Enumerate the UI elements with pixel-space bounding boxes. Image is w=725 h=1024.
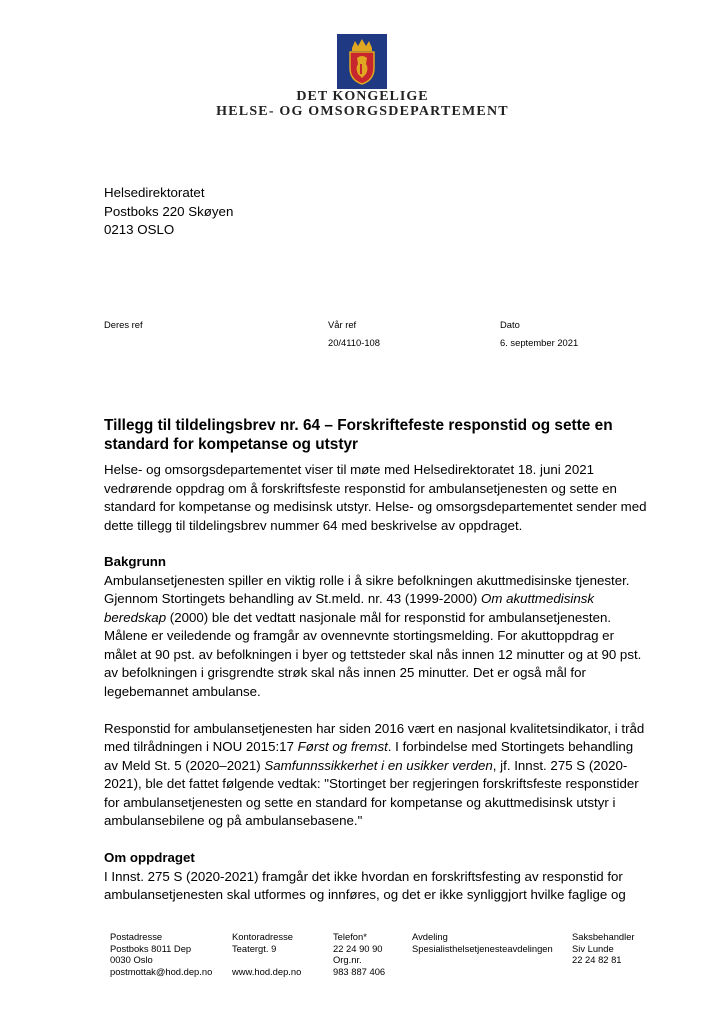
footer-label: Kontoradresse (232, 931, 293, 942)
recipient-address (104, 184, 233, 240)
footer-avdeling (412, 931, 553, 954)
royal-crest-logo (337, 34, 387, 89)
footer-value: Postboks 8011 Dep (110, 942, 192, 954)
footer-label: Avdeling (412, 931, 448, 942)
footer-value: Siv Lunde (572, 942, 614, 954)
letter-title: Tillegg til tildelingsbrev nr. 64 – Forskriftefeste responstid og sette en standard for kompetanse og utstyr (104, 417, 613, 453)
footer-value: Teatergt. 9 (232, 942, 277, 954)
footer-kontoradresse (232, 931, 301, 977)
letterhead-line-1: DET KONGELIGE (296, 89, 429, 104)
footer-value: 22 24 82 81 (572, 954, 622, 965)
section-heading-om-oppdraget: Om oppdraget (104, 850, 195, 865)
letter-body (104, 416, 649, 905)
intro-paragraph: Helse- og omsorgsdepartementet viser til møte med Helsedirektoratet 18. juni 2021 vedrørende oppdrag om å forskriftsfeste responstid for ambulansetjenesten og sette en standard for kompetanse og medisinsk utstyr. Helse- og omsorgsdepartementet sender med dette tillegg til tildelingsbrev nummer 64 med beskrivelse av oppdraget. (104, 462, 647, 533)
footer-spacer (232, 954, 301, 966)
italic-title: Om akuttmedisinsk beredskap (104, 591, 595, 625)
bakgrunn-paragraph-1 (104, 572, 649, 702)
var-ref-label: Vår ref (328, 319, 357, 330)
footer-value: Spesialisthelsetjenesteavdelingen (412, 942, 553, 954)
deres-ref-label: Deres ref (104, 319, 143, 330)
footer-value: 22 24 90 90 (333, 942, 383, 954)
footer-label: Org.nr. (333, 954, 362, 965)
text-run: Ambulansetjenesten spiller en viktig rolle i å sikre befolkningen akuttmedisinske tjenester. Gjennom Stortingets behandling av St.meld. nr. 43 (1999-2000) (104, 572, 630, 606)
recipient-street: Postboks 220 Skøyen (104, 203, 234, 219)
italic-title: Samfunnssikkerhet i en usikker verden (264, 757, 493, 773)
text-run: . I forbindelse med Stortingets behandling av Meld St. 5 (2020–2021) (104, 739, 634, 773)
footer-saksbehandler (572, 931, 635, 966)
italic-title: Først og fremst (297, 739, 388, 754)
letterhead-line-2: HELSE- OG OMSORGSDEPARTEMENT (216, 104, 509, 119)
footer-label: Postadresse (110, 931, 163, 942)
dato-value: 6. september 2021 (500, 337, 579, 348)
recipient-city: 0213 OSLO (104, 222, 175, 237)
section-heading-bakgrunn: Bakgrunn (104, 554, 167, 569)
text-run: (2000) ble det vedtatt nasjonale mål for responstid for ambulansetjenesten. Målene er veiledende og framgår av ovennevnte stortingsmelding. For akuttoppdrag er målet at 90 pst. av befolkningen i byer og tettsteder skal nås innen 12 minutter og at 90 pst. av befolkningen i grisgrendte strøk skal nås innen 25 minutter. Det er også mål for legebemannet ambulanse. (104, 609, 642, 699)
footer-postadresse (110, 931, 212, 977)
footer-label: Saksbehandler (572, 931, 635, 942)
footer-website-link[interactable]: www.hod.dep.no (232, 965, 302, 977)
footer-value: 0030 Oslo (110, 954, 153, 965)
footer-label: Telefon* (333, 931, 367, 942)
oppdraget-paragraph-1: I Innst. 275 S (2020-2021) framgår det ikke hvordan en forskriftsfesting av responstid for ambulansetjenesten skal utformes og innføres, og det er ikke synliggjort hvilke faglige og (104, 868, 626, 902)
var-ref-value: 20/4110-108 (328, 337, 380, 348)
text-run: Responstid for ambulansetjenesten har siden 2016 vært en nasjonal kvalitetsindikator, i tråd med tilrådningen i NOU 2015:17 (104, 720, 645, 754)
footer-email-link[interactable]: postmottak@hod.dep.no (110, 965, 213, 977)
footer-telefon (333, 931, 385, 977)
text-run: , jf. Innst. 275 S (2020-2021), ble det fattet følgende vedtak: "Stortinget ber regjeringen forskriftsfeste responstider for ambulansetjenesten og sette en standard for kompetanse og akuttmedisinsk utstyr i ambulansebilene og på ambulansebasene." (104, 757, 639, 828)
recipient-name: Helsedirektoratet (104, 185, 205, 200)
bakgrunn-paragraph-2 (104, 720, 649, 831)
dato-label: Dato (500, 319, 520, 330)
footer-value: 983 887 406 (333, 965, 386, 977)
